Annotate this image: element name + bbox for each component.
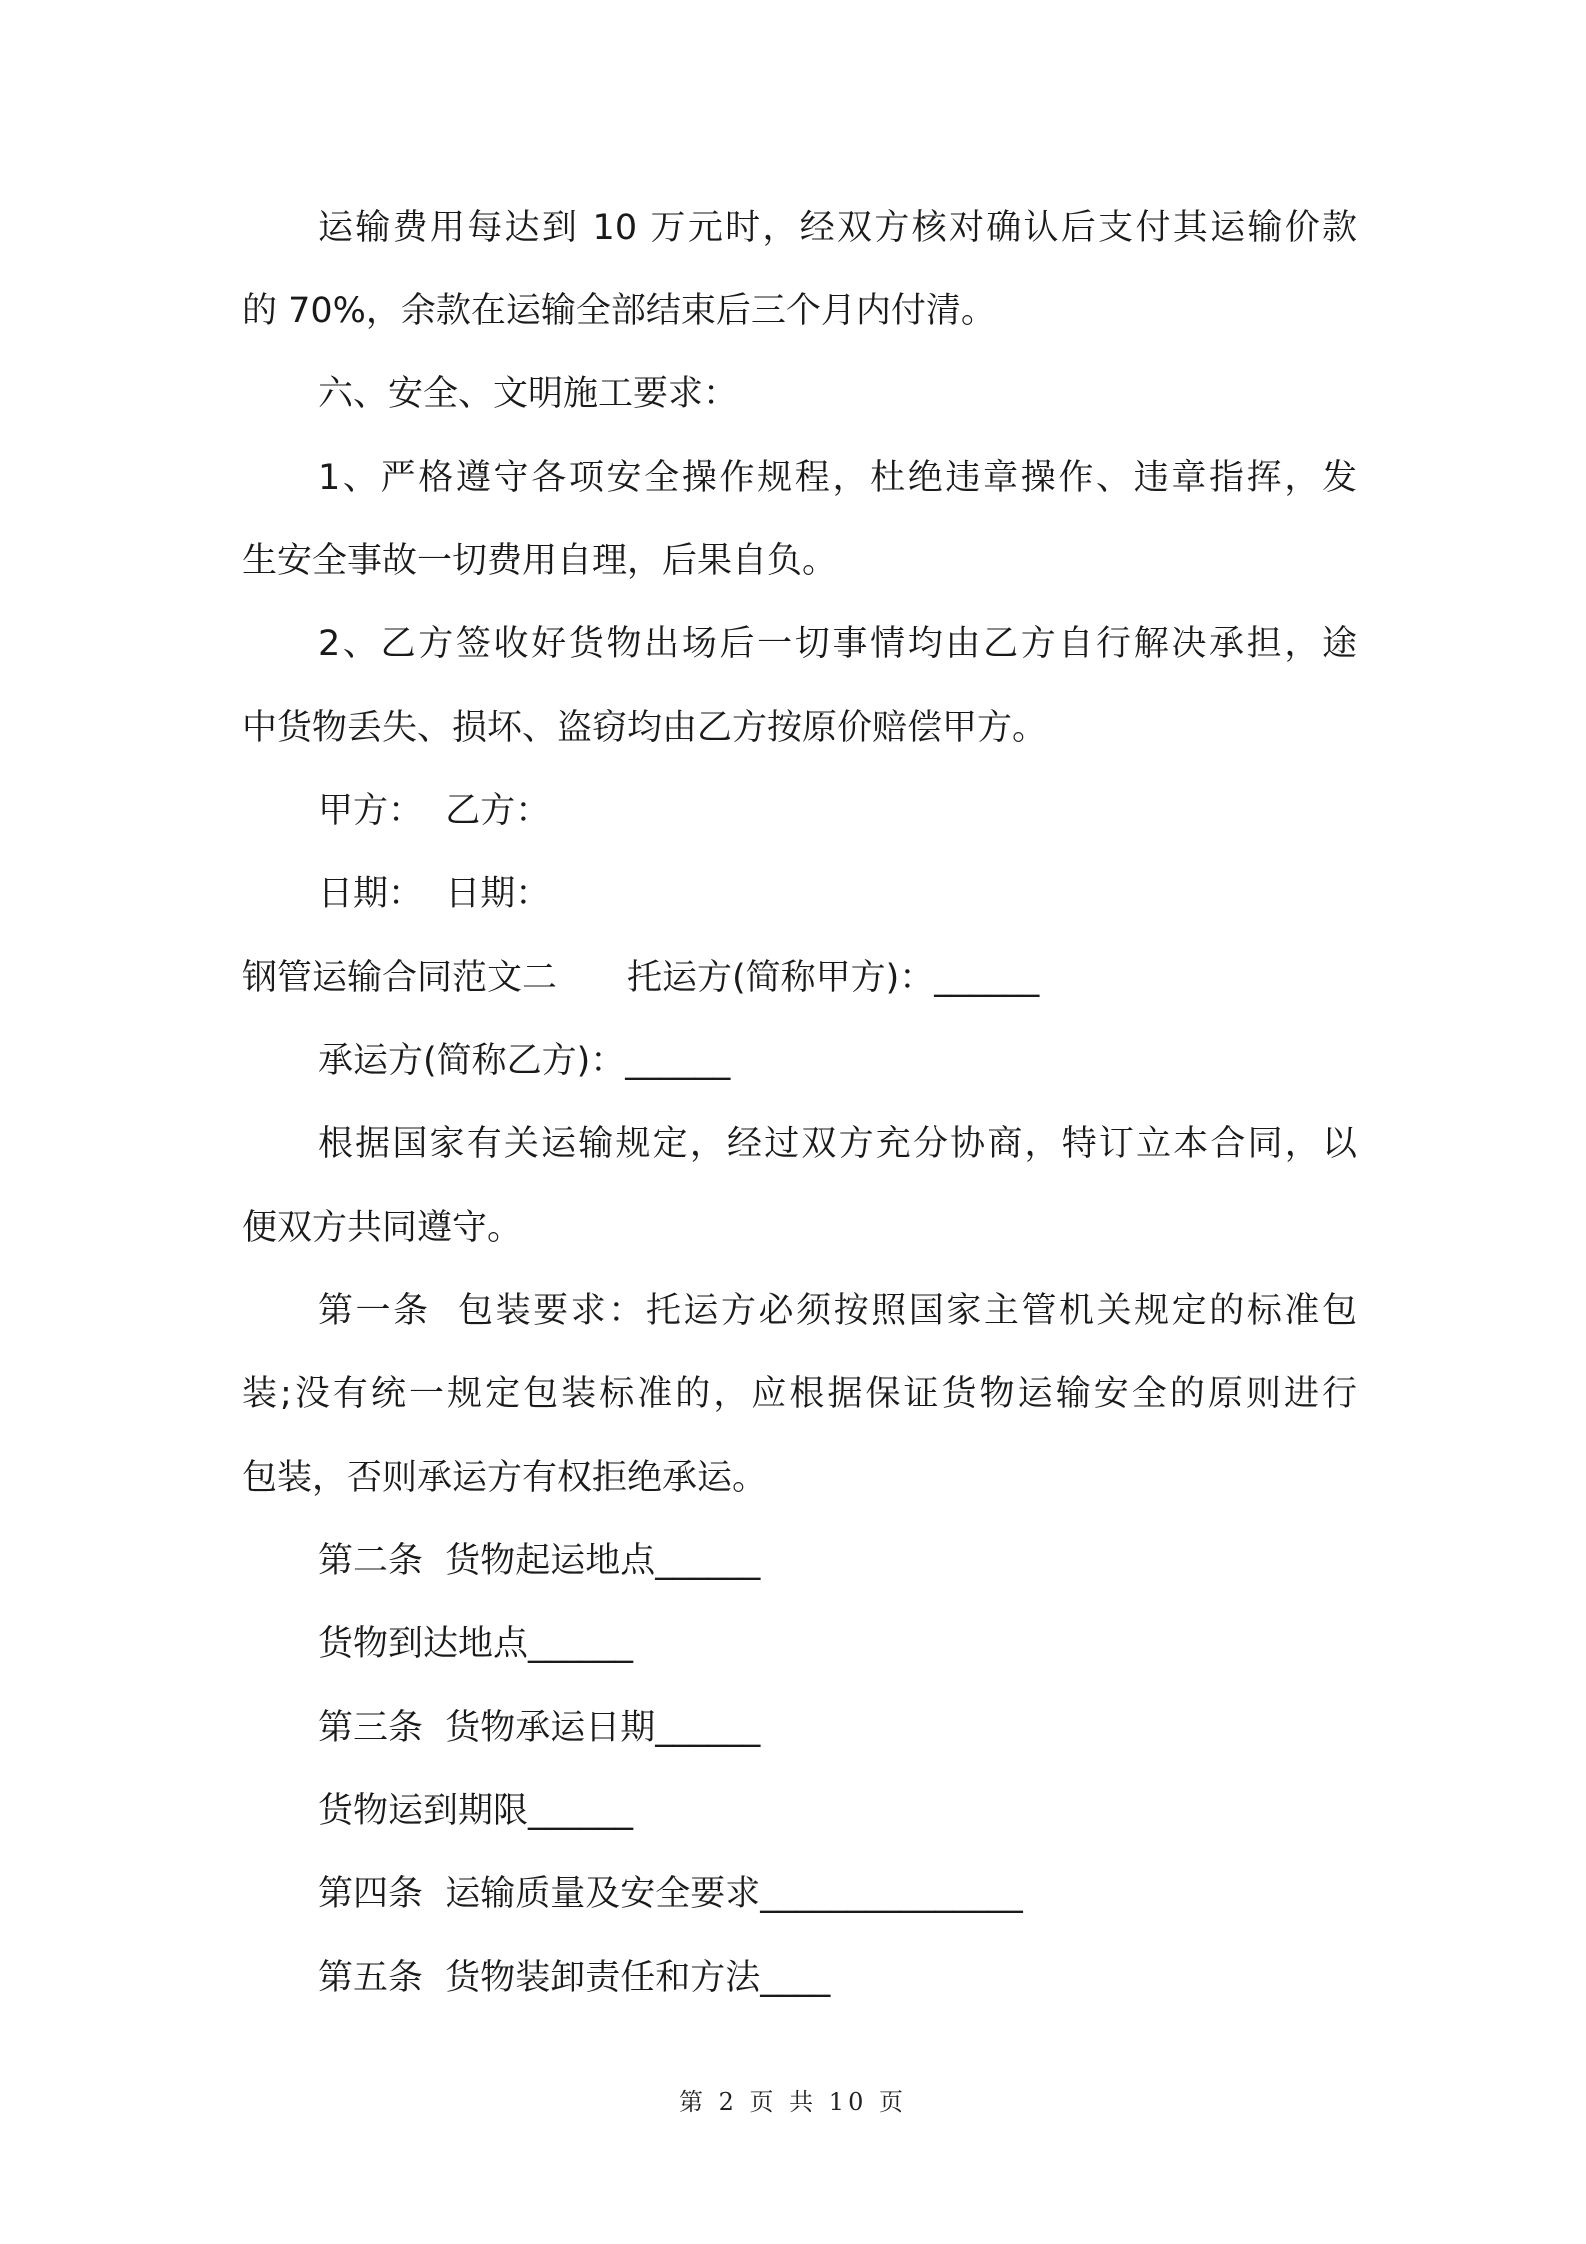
- paragraph-line: 中货物丢失、损坏、盗窃均由乙方按原价赔偿甲方。: [242, 708, 1048, 748]
- clause-line: 第二条 货物起运地点______: [318, 1541, 761, 1581]
- paragraph-line: 第一条 包装要求：托运方必须按照国家主管机关规定的标准包: [318, 1291, 1357, 1331]
- signature-parties: 甲方： 乙方：: [318, 791, 551, 831]
- clause-line: 货物运到期限______: [318, 1791, 634, 1831]
- paragraph-line: 承运方(简称乙方)：______: [318, 1041, 731, 1081]
- paragraph-line: 生安全事故一切费用自理，后果自负。: [242, 541, 838, 581]
- paragraph-line: 的 70%，余款在运输全部结束后三个月内付清。: [242, 291, 996, 331]
- clause-line: 货物到达地点______: [318, 1624, 634, 1664]
- contract-title-line: 钢管运输合同范文二 托运方(简称甲方)：______: [242, 958, 1040, 998]
- page-footer: 第 2 页 共 10 页: [679, 2088, 907, 2116]
- section-heading: 六、安全、文明施工要求：: [318, 374, 739, 414]
- paragraph-line: 便双方共同遵守。: [242, 1208, 523, 1248]
- paragraph-line: 装;没有统一规定包装标准的，应根据保证货物运输安全的原则进行: [242, 1374, 1357, 1414]
- paragraph-line: 根据国家有关运输规定，经过双方充分协商，特订立本合同，以: [318, 1124, 1357, 1164]
- clause-line: 第三条 货物承运日期______: [318, 1708, 761, 1748]
- paragraph-line: 运输费用每达到 10 万元时，经双方核对确认后支付其运输价款: [318, 208, 1357, 248]
- paragraph-line: 包装，否则承运方有权拒绝承运。: [242, 1458, 768, 1498]
- clause-line: 第五条 货物装卸责任和方法____: [318, 1958, 831, 1998]
- paragraph-line: 1、严格遵守各项安全操作规程，杜绝违章操作、违章指挥，发: [318, 458, 1357, 498]
- clause-line: 第四条 运输质量及安全要求_______________: [318, 1874, 1023, 1914]
- signature-dates: 日期： 日期：: [318, 874, 551, 914]
- paragraph-line: 2、乙方签收好货物出场后一切事情均由乙方自行解决承担，途: [318, 624, 1357, 664]
